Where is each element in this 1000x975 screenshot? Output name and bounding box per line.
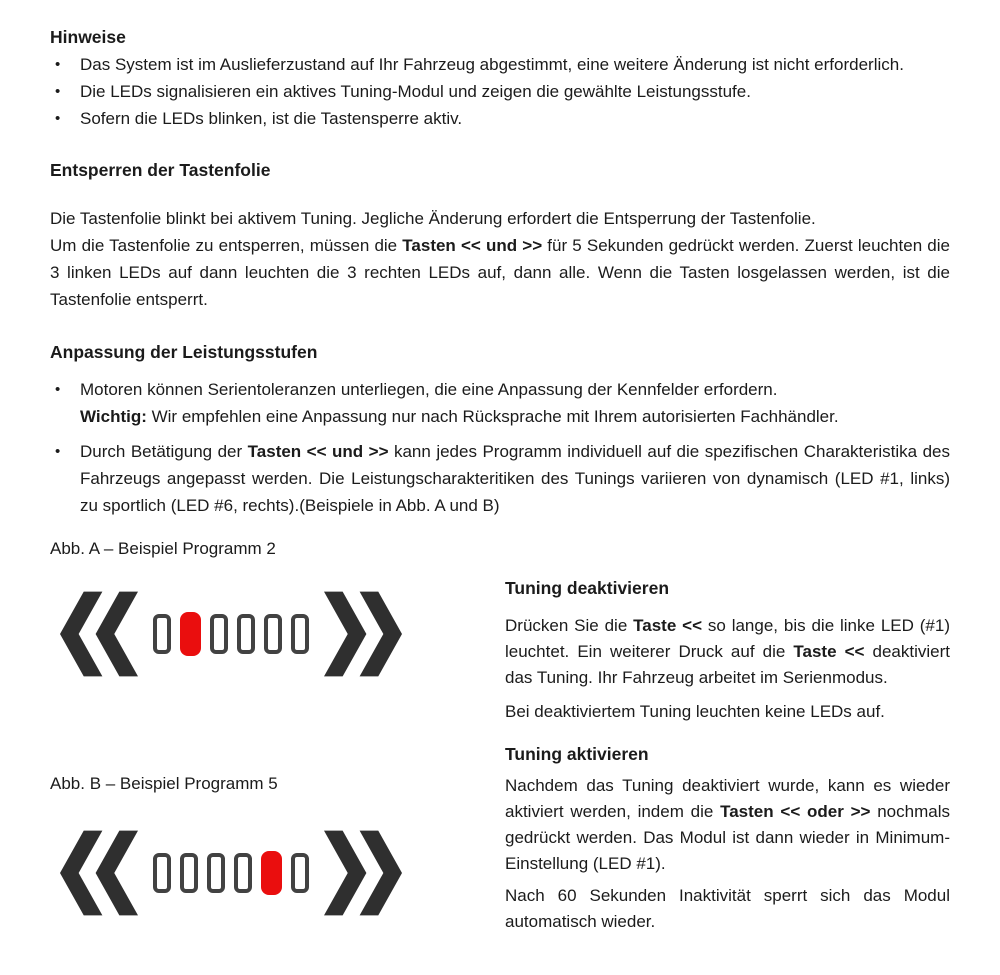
section-hinweise — [50, 24, 950, 132]
lower-two-column-area — [50, 535, 950, 935]
led-2-active — [180, 612, 201, 656]
hinweise-bullet-list — [50, 51, 950, 132]
bullet-item: • Durch Betätigung der Tasten << und >> kann jedes Programm individuell auf die spezifischen Charakteristika des Fahrzeugs angepasst werden. Die Leistungscharakteritiken des Tunings variieren von dynamisch (LED #1, links) zu sportlich (LED #6, rechts).(Beispiele in Abb. A und B) — [50, 438, 950, 519]
led-4 — [234, 853, 252, 893]
led-6 — [291, 614, 309, 654]
entsperren-paragraph-1: Die Tastenfolie blinkt bei aktivem Tuning. Jegliche Änderung erfordert die Entsperrung der Tastenfolie. — [50, 209, 816, 228]
led-strip-b — [153, 851, 309, 895]
led-3 — [210, 614, 228, 654]
aktivieren-paragraph-1: Nachdem das Tuning deaktiviert wurde, kann es wieder aktiviert werden, indem die Tasten << oder >> nochmals gedrückt werden. Das Modul ist dann wieder in Minimum-Einstellung (LED #1). — [505, 776, 950, 873]
figure-a — [50, 535, 505, 684]
figure-a-caption: Abb. A – Beispiel Programm 2 — [50, 539, 276, 558]
figure-a-graphic — [60, 584, 505, 684]
entsperren-heading: Entsperren der Tastenfolie — [50, 160, 271, 180]
figure-b-caption: Abb. B – Beispiel Programm 5 — [50, 774, 278, 793]
tuning-aktivieren-heading: Tuning aktivieren — [505, 744, 649, 764]
chevrons-left-icon — [60, 823, 138, 923]
bullet-item: • Die LEDs signalisieren ein aktives Tuning-Modul und zeigen die gewählte Leistungsstufe. — [50, 78, 950, 105]
section-anpassung — [50, 339, 950, 519]
led-3 — [207, 853, 225, 893]
bullet-item: • Sofern die LEDs blinken, ist die Tastensperre aktiv. — [50, 105, 950, 132]
led-1 — [153, 614, 171, 654]
instructions-column — [505, 535, 950, 935]
entsperren-paragraph-2: Um die Tastenfolie zu entsperren, müssen die Tasten << und >> für 5 Sekunden gedrückt werden. Zuerst leuchten die 3 linken LEDs auf dann leuchten die 3 rechten LEDs auf, dann alle. Wenn die Tasten losgelassen werden, ist die Tastenfolie entsperrt. — [50, 236, 950, 309]
figures-column — [50, 535, 505, 935]
led-5-active — [261, 851, 282, 895]
bullet-item: • Das System ist im Auslieferzustand auf Ihr Fahrzeug abgestimmt, eine weitere Änderung ist nicht erforderlich. — [50, 51, 950, 78]
section-entsperren — [50, 157, 950, 313]
aktivieren-paragraph-2: Nach 60 Sekunden Inaktivität sperrt sich das Modul automatisch wieder. — [505, 886, 950, 931]
hinweise-heading: Hinweise — [50, 27, 126, 47]
chevrons-right-icon — [324, 584, 402, 684]
figure-b-graphic — [60, 823, 505, 923]
led-5 — [264, 614, 282, 654]
bullet-item: • Motoren können Serientoleranzen unterliegen, die eine Anpassung der Kennfelder erfordern. Wichtig: Wir empfehlen eine Anpassung nur nach Rücksprache mit Ihrem autorisierten Fachhändler. — [50, 376, 950, 430]
deaktivieren-paragraph-1: Drücken Sie die Taste << so lange, bis die linke LED (#1) leuchtet. Ein weiterer Druck auf die Taste << deaktiviert das Tuning. Ihr Fahrzeug arbeitet im Serienmodus. — [505, 616, 950, 687]
led-6 — [291, 853, 309, 893]
deaktivieren-paragraph-2: Bei deaktiviertem Tuning leuchten keine LEDs auf. — [505, 702, 885, 721]
led-2 — [180, 853, 198, 893]
led-1 — [153, 853, 171, 893]
chevrons-right-icon — [324, 823, 402, 923]
chevrons-left-icon — [60, 584, 138, 684]
led-4 — [237, 614, 255, 654]
anpassung-heading: Anpassung der Leistungsstufen — [50, 342, 318, 362]
tuning-deaktivieren-heading: Tuning deaktivieren — [505, 578, 670, 598]
led-strip-a — [153, 612, 309, 656]
figure-b — [50, 770, 505, 923]
anpassung-bullet-list — [50, 376, 950, 519]
